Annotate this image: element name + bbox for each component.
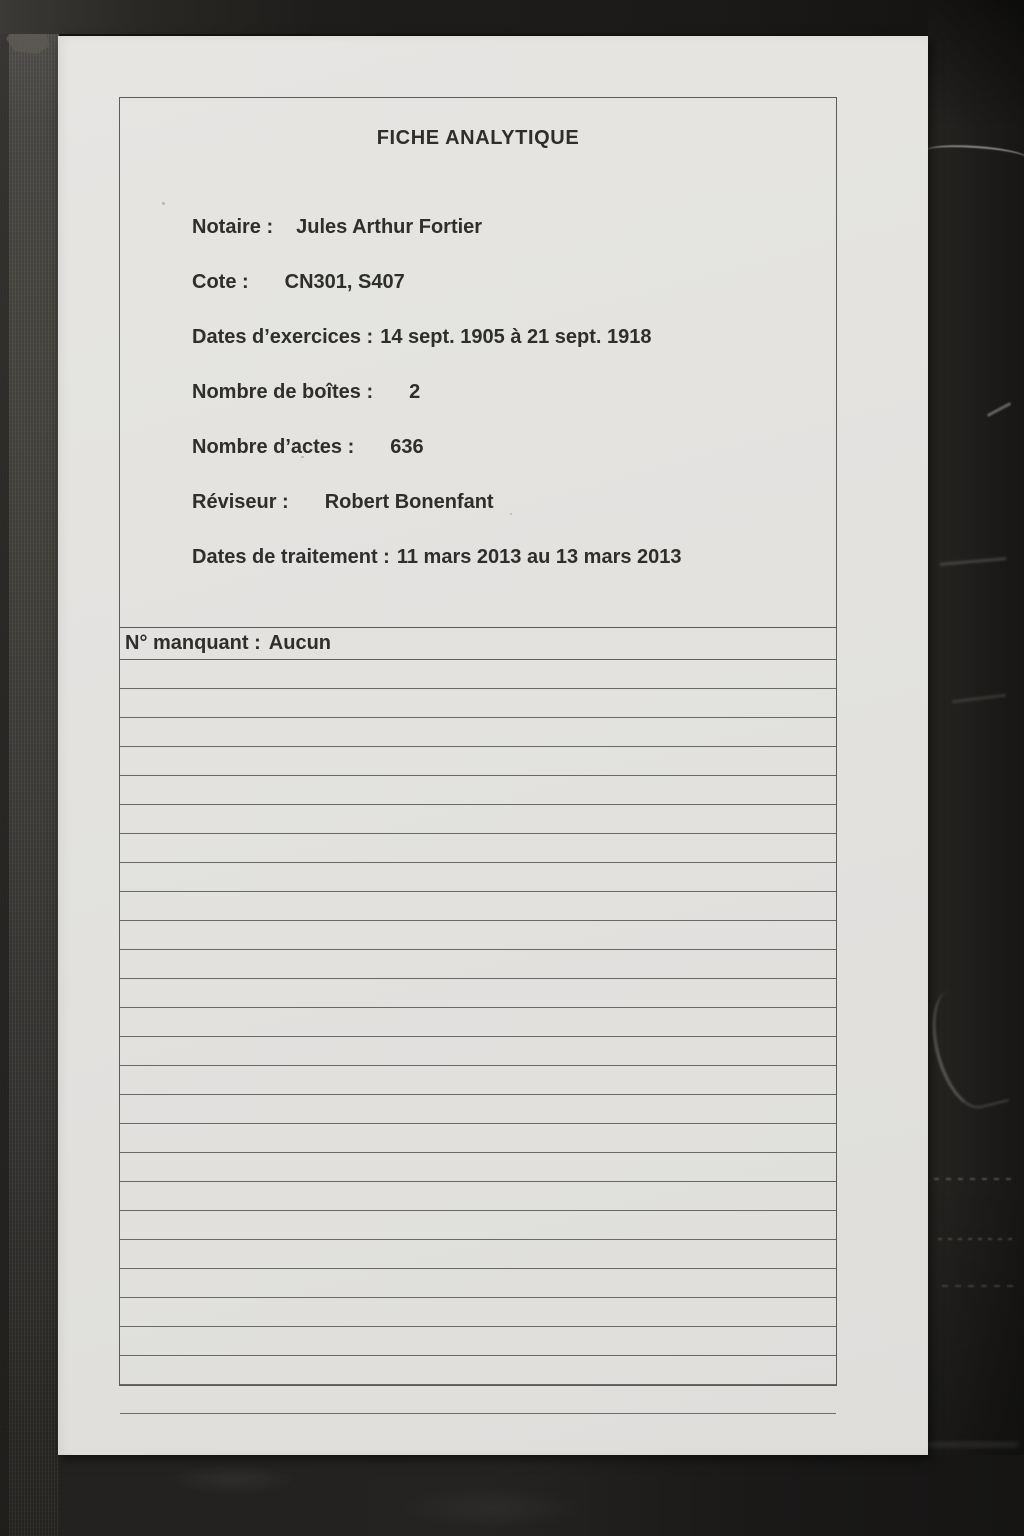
form-header-section [120, 127, 836, 628]
ruled-line [120, 718, 836, 747]
book-cover-bottom [59, 1455, 1024, 1536]
ruled-line [120, 1182, 836, 1211]
field-row-nombre-boites [192, 365, 826, 420]
ruled-line [120, 1356, 836, 1385]
scratch-mark [922, 983, 1009, 1116]
scratch-mark [938, 1238, 1018, 1240]
field-row-notaire [192, 200, 826, 255]
ruled-line [120, 1124, 836, 1153]
book-cover-right [928, 0, 1024, 1536]
field-label: Nombre d’actes : [192, 436, 355, 458]
ruled-line [120, 1269, 836, 1298]
page-title: FICHE ANALYTIQUE [376, 127, 580, 149]
field-label: Dates de traitement : [192, 546, 390, 568]
scratch-mark [923, 142, 1024, 167]
field-list [192, 200, 826, 585]
field-value: Jules Arthur Fortier [296, 216, 483, 238]
ruled-line [120, 863, 836, 892]
field-label: Cote : [192, 271, 249, 293]
scratch-mark [952, 694, 1006, 704]
ruled-line [120, 805, 836, 834]
ruled-line [120, 1095, 836, 1124]
ruled-line [120, 1153, 836, 1182]
book-cover-top-edge [0, 0, 1024, 34]
ruled-lines [120, 660, 836, 1414]
missing-numbers-label: N° manquant : [125, 632, 261, 654]
ruled-line [120, 747, 836, 776]
ruled-line [120, 1211, 836, 1240]
scratch-mark [942, 1285, 1016, 1287]
ruled-line [120, 660, 836, 689]
ruled-line [120, 776, 836, 805]
field-row-dates-traitement [192, 530, 826, 585]
ruled-line [120, 1066, 836, 1095]
field-label: Nombre de boîtes : [192, 381, 374, 403]
field-label: Dates d’exercices : [192, 326, 374, 348]
ruled-line [120, 689, 836, 718]
ruled-line [120, 950, 836, 979]
field-row-reviseur [192, 475, 826, 530]
field-row-nombre-actes [192, 420, 826, 475]
field-row-dates-exercices [192, 310, 826, 365]
field-value: 2 [409, 381, 421, 403]
ruled-line [120, 979, 836, 1008]
missing-numbers-row [120, 628, 836, 660]
scratch-mark [987, 402, 1011, 417]
field-label: Notaire : [192, 216, 274, 238]
ruled-line [120, 1240, 836, 1269]
book-spine [0, 0, 59, 1536]
ruled-line [120, 892, 836, 921]
field-value: CN301, S407 [284, 271, 405, 293]
scratch-mark [934, 1178, 1018, 1180]
ruled-line [120, 834, 836, 863]
field-value: 11 mars 2013 au 13 mars 2013 [396, 546, 682, 568]
field-row-cote [192, 255, 826, 310]
field-value: 636 [390, 436, 424, 458]
ruled-line [120, 1037, 836, 1066]
ruled-line [120, 1327, 836, 1356]
field-label: Réviseur : [192, 491, 289, 513]
field-value: Robert Bonenfant [324, 491, 494, 513]
missing-numbers-value: Aucun [268, 632, 331, 654]
ruled-line [120, 1298, 836, 1327]
field-value: 14 sept. 1905 à 21 sept. 1918 [380, 326, 652, 348]
ruled-line [120, 1008, 836, 1037]
ruled-line [120, 1385, 836, 1414]
ruled-line [120, 921, 836, 950]
fiche-page [58, 36, 928, 1455]
scratch-mark [940, 557, 1006, 566]
form-border-box [119, 97, 837, 1386]
